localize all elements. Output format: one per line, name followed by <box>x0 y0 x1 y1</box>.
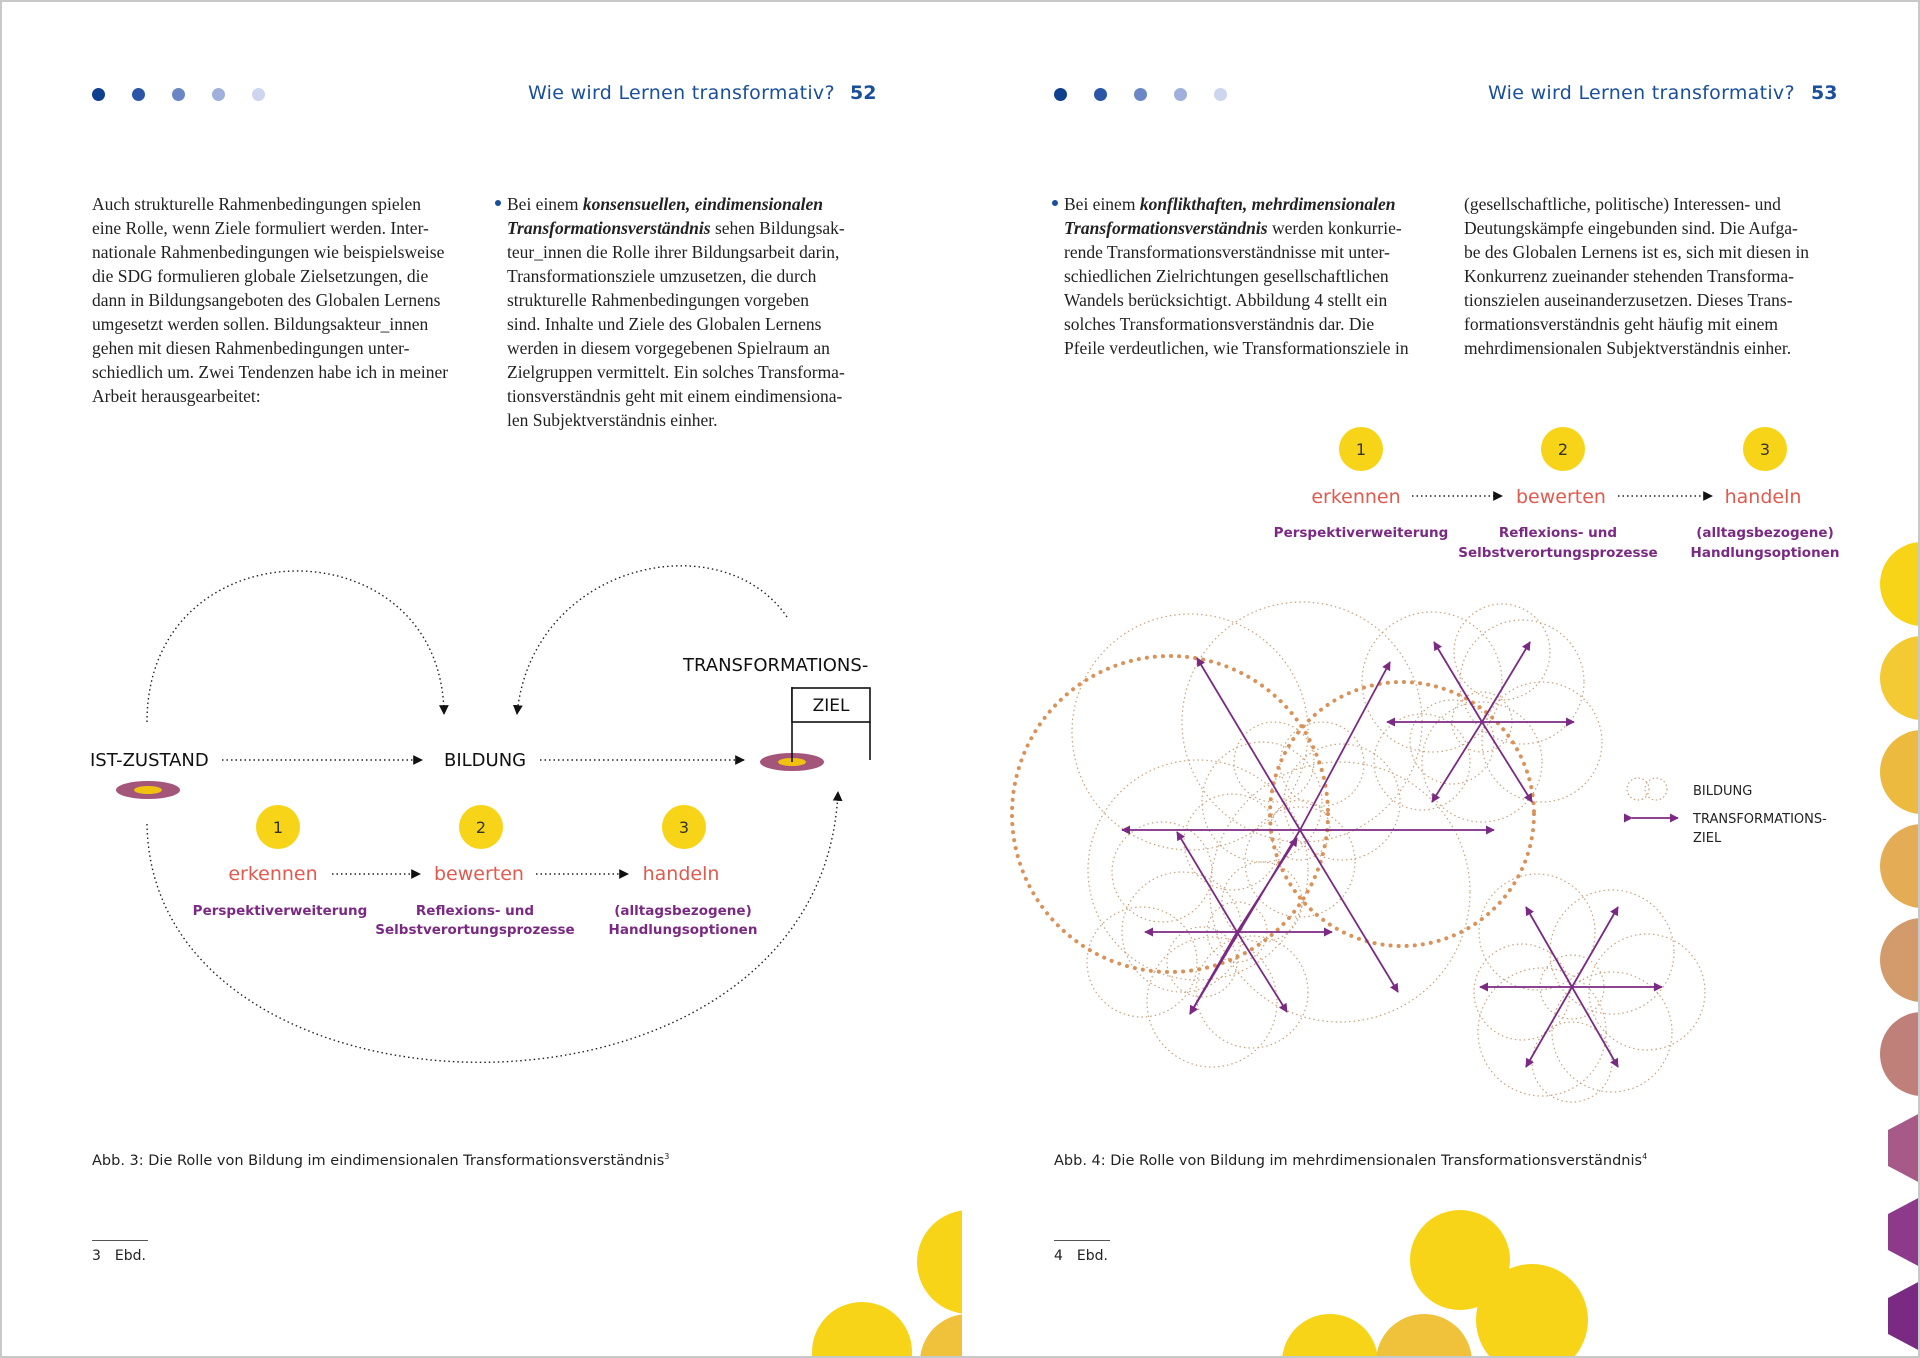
decor-circle <box>1282 1314 1378 1358</box>
left-page <box>2 2 962 1358</box>
caption-footnote-ref: 3 <box>664 1152 670 1161</box>
body-text: Bei einem <box>1064 194 1140 214</box>
body-column-1: Auch strukturelle Rahmenbedingungen spielen eine Rolle, wenn Ziele formuliert werden. Inter- nationale Rahmenbedingungen wie beispielsweise die SDG formulieren globale Zielsetzungen, die dann in Bildungsangeboten des Globalen Lernens umgesetzt werden sollen. Bildungsakteur_innen gehen mit diesen Rahmenbedingungen unter- schiedlich um. Zwei Tendenzen habe ich in meiner Arbeit herausgearbeitet: <box>92 194 449 406</box>
step-desc: Perspektiverweiterung <box>192 903 368 919</box>
feedback-arc <box>147 571 444 722</box>
legend-transformationsziel-label: TRANSFORMATIONS- <box>1693 812 1827 827</box>
emphasis-text: konsensuellen, eindimensionalen Transformationsverständnis <box>507 194 823 238</box>
bildung-circle-bold <box>1012 656 1328 972</box>
decor-circle <box>1376 1314 1472 1358</box>
state-oval-core <box>134 786 162 794</box>
ist-zustand-label: IST-ZUSTAND <box>90 750 209 771</box>
body-text: Bei einem <box>507 194 583 214</box>
step-verb: handeln <box>1724 486 1802 508</box>
bildung-label: BILDUNG <box>444 750 527 771</box>
step-verb: erkennen <box>1311 486 1401 508</box>
edge-decoration <box>1880 542 1920 1352</box>
step-3 <box>609 805 758 938</box>
step-3 <box>1691 427 1840 561</box>
transformations-label: TRANSFORMATIONS- <box>683 655 869 676</box>
footnote-rule <box>92 1240 148 1241</box>
step-2 <box>375 805 574 938</box>
decor-circle <box>812 1302 912 1358</box>
page-number: 52 <box>850 82 877 104</box>
ziel-label: ZIEL <box>812 696 850 716</box>
decor-circle <box>920 1314 962 1358</box>
feedback-arc <box>517 566 787 714</box>
figure-caption <box>92 1152 669 1169</box>
body-text: werden konkurrie- rende Transformationsverständnisse mit unter- schiedlichen Zielrichtungen gesellschaftlichen Wandels berücksichtigt. Abbildung 4 stellt ein solches Transformationsverständnis dar. Die Pfeile verdeutlichen, wie Transformationsziele in <box>1064 218 1409 358</box>
step-desc: (alltagsbezogene) <box>614 903 752 919</box>
step-number: 1 <box>1355 440 1367 459</box>
transformationsziel-arrows <box>1122 642 1662 1067</box>
step-desc: Reflexions- und <box>1498 525 1618 541</box>
body-column-2: (gesellschaftliche, politische) Interessen- und Deutungskämpfe eingebunden sind. Die Aufga- be des Globalen Lernens ist es, sich mit diesen in Konkurrenz zueinander stehenden Transforma- tionszielen auseinanderzusetzen. Dieses Trans- formationsverständnis geht häufig mit einem mehrdimensionalen Subjektverständnis einher. <box>1464 194 1810 358</box>
emphasis-text: konflikthaften, mehrdimensionalen Transformationsverständnis <box>1064 194 1396 238</box>
step-desc: (alltagsbezogene) <box>1696 525 1834 541</box>
footnote <box>92 1248 146 1264</box>
footnote-text: Ebd. <box>1076 1248 1108 1264</box>
right-page <box>962 2 1920 1358</box>
step-verb: handeln <box>642 863 720 885</box>
step-1 <box>1274 427 1449 541</box>
figure-caption <box>1054 1152 1647 1169</box>
step-desc: Handlungsoptionen <box>608 922 758 938</box>
step-verb: bewerten <box>1516 486 1606 508</box>
step-number: 2 <box>1557 440 1569 459</box>
step-desc: Selbstverortungsprozesse <box>1458 545 1658 561</box>
caption-footnote-ref: 4 <box>1642 1152 1648 1161</box>
step-desc: Perspektiverweiterung <box>1273 525 1449 541</box>
footnote-rule <box>1054 1240 1110 1241</box>
step-desc: Selbstverortungsprozesse <box>375 922 575 938</box>
running-head: Wie wird Lernen transformativ? <box>1488 82 1795 104</box>
legend-circle-icon <box>1645 778 1667 800</box>
footnote-number: 4 <box>1054 1248 1063 1264</box>
step-number: 3 <box>678 818 690 837</box>
step-1 <box>193 805 368 919</box>
caption-text: Abb. 3: Die Rolle von Bildung im eindimensionalen Transformationsverständnis <box>92 1152 665 1169</box>
body-text: sehen Bildungsak- teur_innen die Rolle ihrer Bildungsarbeit darin, Transformationsziele umzusetzen, die durch strukturelle Rahmenbedingungen vorgeben sind. Inhalte und Ziele des Globalen Lernens werden in diesem vorgegebenen Spielraum an Zielgruppen vermittelt. Ein solches Transforma- tionsverständnis geht mit einem eindimensiona- len Subjektverständnis einher. <box>507 218 845 430</box>
running-head: Wie wird Lernen transformativ? <box>528 82 835 104</box>
step-number: 1 <box>272 818 284 837</box>
step-number: 3 <box>1759 440 1771 459</box>
step-2 <box>1458 427 1657 561</box>
footnote <box>1054 1248 1108 1264</box>
step-number: 2 <box>475 818 487 837</box>
footnote-text: Ebd. <box>114 1248 146 1264</box>
step-desc: Handlungsoptionen <box>1690 545 1840 561</box>
decor-circle <box>917 1210 962 1314</box>
legend-circle-icon <box>1627 778 1649 800</box>
legend <box>1627 778 1827 846</box>
page-number: 53 <box>1811 82 1838 104</box>
legend-bildung-label: BILDUNG <box>1693 784 1753 799</box>
bildung-circles <box>1072 602 1705 1102</box>
step-desc: Reflexions- und <box>415 903 535 919</box>
caption-text: Abb. 4: Die Rolle von Bildung im mehrdimensionalen Transformationsverständnis <box>1054 1152 1643 1169</box>
footnote-number: 3 <box>92 1248 101 1264</box>
step-verb: erkennen <box>228 863 318 885</box>
legend-transformationsziel-label: ZIEL <box>1693 831 1722 846</box>
step-verb: bewerten <box>434 863 524 885</box>
